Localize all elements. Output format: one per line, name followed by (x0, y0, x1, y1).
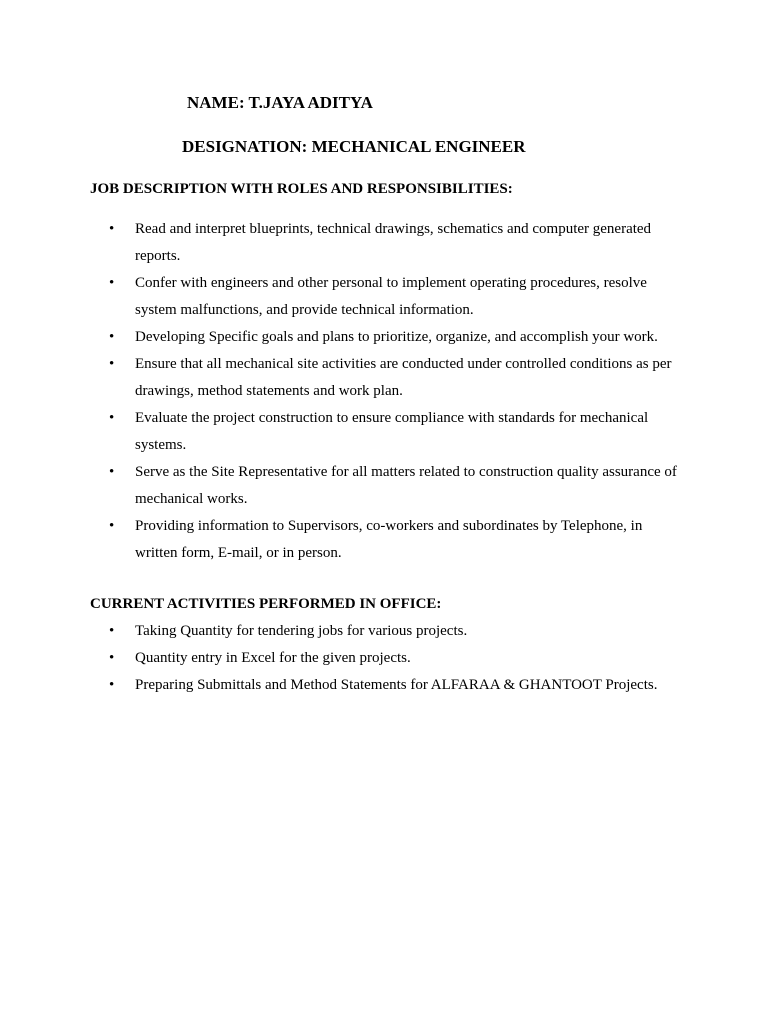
list-item-text: Confer with engineers and other personal to implement operating procedures, resolve system malfunctions, and provide technical information. (135, 275, 647, 318)
list-item (0, 618, 680, 645)
employee-name: NAME: T.JAYA ADITYA (187, 93, 373, 112)
current-activities-list (0, 618, 768, 699)
list-item (0, 324, 680, 351)
bullet-icon: • (109, 677, 115, 693)
list-item (0, 405, 680, 459)
bullet-icon: • (109, 275, 115, 291)
list-item-text: Providing information to Supervisors, co-workers and subordinates by Telephone, in written form, E-mail, or in person. (135, 518, 643, 561)
list-item (0, 216, 680, 270)
employee-designation: DESIGNATION: MECHANICAL ENGINEER (182, 137, 526, 156)
list-item-text: Developing Specific goals and plans to prioritize, organize, and accomplish your work. (135, 329, 658, 345)
bullet-icon: • (109, 356, 115, 372)
list-item-text: Read and interpret blueprints, technical drawings, schematics and computer generated reports. (135, 221, 652, 264)
list-item (0, 270, 680, 324)
bullet-icon: • (109, 329, 115, 345)
list-item-text: Serve as the Site Representative for all matters related to construction quality assurance of mechanical works. (135, 464, 677, 507)
bullet-icon: • (109, 518, 115, 534)
job-description-heading: JOB DESCRIPTION WITH ROLES AND RESPONSIBILITIES: (90, 181, 513, 197)
list-item (0, 513, 680, 567)
list-item (0, 645, 680, 672)
list-item (0, 672, 680, 699)
list-item (0, 351, 680, 405)
bullet-icon: • (109, 623, 115, 639)
job-description-list (0, 216, 768, 567)
list-item-text: Quantity entry in Excel for the given projects. (135, 650, 411, 666)
list-item-text: Taking Quantity for tendering jobs for various projects. (135, 623, 468, 639)
list-item-text: Evaluate the project construction to ensure compliance with standards for mechanical systems. (135, 410, 649, 453)
bullet-icon: • (109, 410, 115, 426)
list-item-text: Preparing Submittals and Method Statements for ALFARAA & GHANTOOT Projects. (135, 677, 658, 693)
bullet-icon: • (109, 221, 115, 237)
list-item (0, 459, 680, 513)
current-activities-heading: CURRENT ACTIVITIES PERFORMED IN OFFICE: (90, 596, 442, 612)
bullet-icon: • (109, 650, 115, 666)
list-item-text: Ensure that all mechanical site activities are conducted under controlled conditions as per drawings, method statements and work plan. (135, 356, 672, 399)
bullet-icon: • (109, 464, 115, 480)
